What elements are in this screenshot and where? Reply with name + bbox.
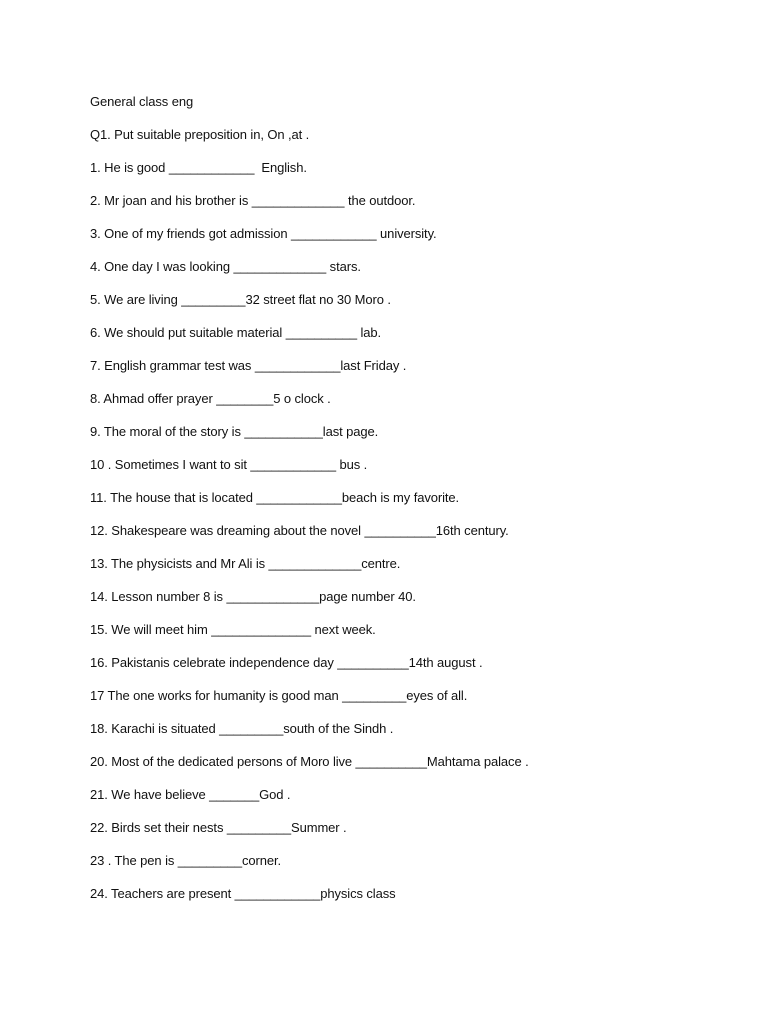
exercise-item: 6. We should put suitable material __________ lab. bbox=[90, 325, 382, 340]
exercise-item: 17 The one works for humanity is good man _________eyes of all. bbox=[90, 688, 468, 703]
question-heading: Q1. Put suitable preposition in, On ,at . bbox=[90, 127, 310, 142]
exercise-item: 16. Pakistanis celebrate independence day __________14th august . bbox=[90, 655, 483, 670]
exercise-item: 20. Most of the dedicated persons of Moro live __________Mahtama palace . bbox=[90, 754, 529, 769]
exercise-item: 13. The physicists and Mr Ali is _____________centre. bbox=[90, 556, 401, 571]
exercise-item: 7. English grammar test was ____________last Friday . bbox=[90, 358, 407, 373]
exercise-item: 9. The moral of the story is ___________last page. bbox=[90, 424, 379, 439]
exercise-item: 1. He is good ____________ English. bbox=[90, 160, 307, 175]
exercise-item: 14. Lesson number 8 is _____________page number 40. bbox=[90, 589, 416, 604]
exercise-item: 24. Teachers are present ____________physics class bbox=[90, 886, 396, 901]
exercise-item: 22. Birds set their nests _________Summer . bbox=[90, 820, 347, 835]
exercise-item: 8. Ahmad offer prayer ________5 o clock . bbox=[90, 391, 331, 406]
worksheet-content bbox=[90, 93, 730, 918]
exercise-item: 2. Mr joan and his brother is _____________ the outdoor. bbox=[90, 193, 416, 208]
exercise-item: 5. We are living _________32 street flat no 30 Moro . bbox=[90, 292, 391, 307]
exercise-item: 12. Shakespeare was dreaming about the novel __________16th century. bbox=[90, 523, 509, 538]
exercise-item: 15. We will meet him ______________ next week. bbox=[90, 622, 376, 637]
exercise-item: 11. The house that is located ____________beach is my favorite. bbox=[90, 490, 460, 505]
exercise-item: 3. One of my friends got admission ____________ university. bbox=[90, 226, 437, 241]
exercise-item: 18. Karachi is situated _________south of the Sindh . bbox=[90, 721, 394, 736]
exercise-item: 10 . Sometimes I want to sit ____________ bus . bbox=[90, 457, 368, 472]
exercise-item: 4. One day I was looking _____________ stars. bbox=[90, 259, 361, 274]
worksheet-title: General class eng bbox=[90, 94, 194, 109]
exercise-item: 21. We have believe _______God . bbox=[90, 787, 291, 802]
exercise-item: 23 . The pen is _________corner. bbox=[90, 853, 281, 868]
